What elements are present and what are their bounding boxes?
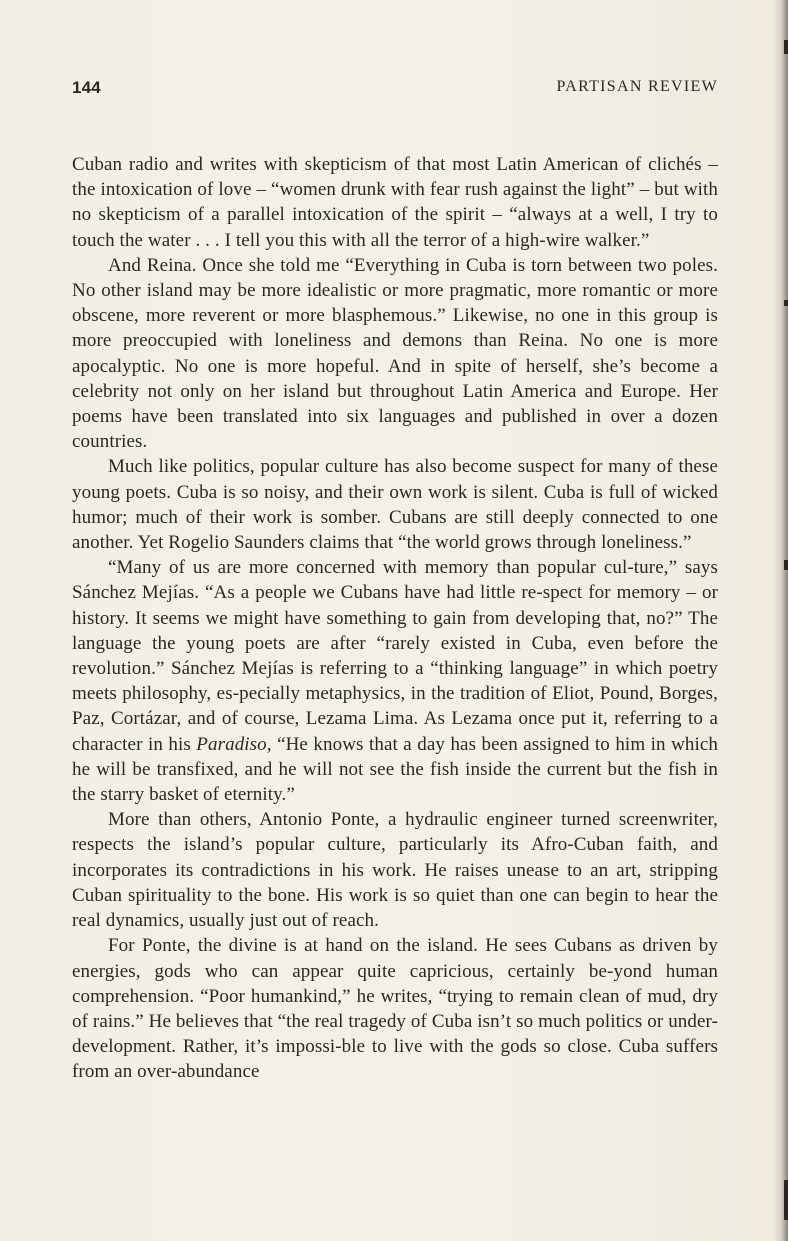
body-paragraph [72,152,718,253]
paragraph-text: And Reina. Once she told me “Everything in Cuba is torn between two poles. No other island may be more idealistic or more pragmatic, more romantic or more obscene, more reverent or more blasphemous.” Likewise, no one in this group is more preoccupied with loneliness and demons than Reina. No one is more apocalyptic. No one is more hopeful. And in spite of herself, she’s become a celebrity not only on her island but throughout Latin America and Europe. Her poems have been translated into six languages and published in over a dozen countries. [72,254,718,453]
body-paragraph [72,454,718,555]
edge-mark [784,560,788,570]
article-body [72,152,718,1085]
body-paragraph [72,253,718,455]
paragraph-text: Much like politics, popular culture has also become suspect for many of these young poets. Cuba is so noisy, and their own work is silent. Cuba is full of wicked humor; much of their work is somber. Cubans are still deeply connected to one another. Yet Rogelio Saunders claims that “the world grows through loneliness.” [72,456,718,554]
edge-mark [784,300,788,306]
edge-mark [784,40,788,54]
paragraph-text: For Ponte, the divine is at hand on the island. He sees Cubans as driven by energies, gods who can appear quite capricious, certainly be-yond human comprehension. “Poor humankind,” he writes, “trying to remain clean of mud, dry of rains.” He believes that “the real tragedy of Cuba isn’t so much politics or under-development. Rather, it’s impossi-ble to live with the gods so close. Cuba suffers from an over-abundance [72,935,718,1083]
italic-title: Paradiso, [196,733,272,755]
page-header [72,78,718,104]
paragraph-text: Cuban radio and writes with skepticism of that most Latin American of clichés – the intoxication of love – “women drunk with fear rush against the light” – but with no skepticism of a parallel intoxication of the spirit – “always at a well, I try to touch the water . . . I tell you this with all the terror of a high-wire walker.” [72,154,718,251]
paragraph-text: “He knows that a day has been assigned to him in which he will be transfixed, and he will not see the fish inside the current but the fish in the starry basket of eternity.” [72,733,718,806]
body-paragraph [72,555,718,807]
running-head: PARTISAN REVIEW [556,78,718,95]
paragraph-text: “Many of us are more concerned with memory than popular cul-ture,” says Sánchez Mejías. “As a people we Cubans have had little re-spect for memory – or history. It seems we might have something to gain from developing that, no?” The language the young poets are after “rarely existed in Cuba, even before the revolution.” Sánchez Mejías is referring to a “thinking language” in which poetry meets philosophy, es-pecially metaphysics, in the tradition of Eliot, Pound, Borges, Paz, Cortázar, and of course, Lezama Lima. As Lezama once put it, referring to a character in his [72,557,718,755]
body-paragraph [72,807,718,933]
edge-mark [784,1180,788,1220]
paragraph-text: More than others, Antonio Ponte, a hydraulic engineer turned screenwriter, respects the island’s popular culture, particularly its Afro-Cuban faith, and incorporates its contradictions in his work. He raises unease to an art, stripping Cuban spirituality to the bone. His work is so quiet than one can begin to hear the real dynamics, usually just out of reach. [72,809,718,932]
page-number: 144 [72,78,101,97]
page-edge-shadow [774,0,788,1241]
body-paragraph [72,933,718,1084]
